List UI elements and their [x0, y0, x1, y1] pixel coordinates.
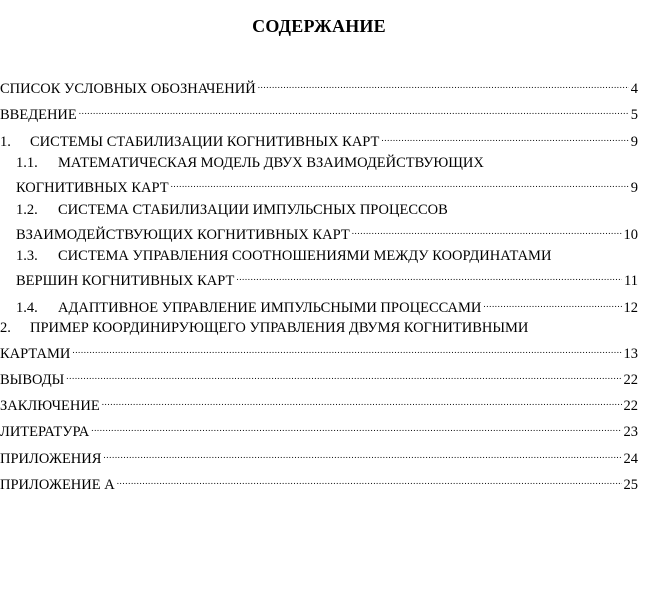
toc-entry-text-cont: ВЕРШИН КОГНИТИВНЫХ КАРТ [16, 273, 235, 289]
toc-entry-chapter-1[interactable] [0, 126, 638, 150]
toc-page-number: 13 [623, 346, 638, 362]
toc-entry-label: СПИСОК УСЛОВНЫХ ОБОЗНАЧЕНИЙ [0, 81, 256, 97]
toc-entry-label [16, 246, 551, 266]
toc-dot-leader [72, 338, 621, 358]
toc-dot-leader [91, 416, 621, 436]
toc-dot-leader [381, 126, 628, 146]
toc-page-number: 4 [630, 81, 638, 97]
toc-page-number: 12 [623, 300, 638, 316]
toc-page-number: 24 [623, 451, 638, 467]
toc-entry-introduction[interactable] [0, 99, 638, 123]
toc-dot-leader [258, 73, 629, 93]
toc-dot-leader [483, 292, 621, 312]
toc-entry-chapter-2-cont[interactable] [0, 338, 638, 362]
toc-entry-section-1-1[interactable] [16, 153, 638, 173]
toc-page-number: 9 [630, 180, 638, 196]
toc-dot-leader [352, 219, 622, 239]
toc-entry-number: 2. [0, 320, 11, 336]
toc-entry-appendices[interactable] [0, 443, 638, 467]
toc-entry-text-cont: КАРТАМИ [0, 346, 71, 362]
toc-entry-label: ЛИТЕРАТУРА [0, 424, 90, 440]
toc-entry-number: 1.4. [16, 300, 38, 316]
toc-entry-abbreviations[interactable] [0, 73, 638, 97]
toc-entry-label [0, 318, 528, 338]
toc-entry-text-cont: ВЗАИМОДЕЙСТВУЮЩИХ КОГНИТИВНЫХ КАРТ [16, 227, 350, 243]
toc-entry-text: МАТЕМАТИЧЕСКАЯ МОДЕЛЬ ДВУХ ВЗАИМОДЕЙСТВУЮЩИХ [58, 155, 484, 171]
toc-entry-text: АДАПТИВНОЕ УПРАВЛЕНИЕ ИМПУЛЬСНЫМИ ПРОЦЕССАМИ [58, 300, 482, 316]
toc-page-number: 10 [623, 227, 638, 243]
toc-entry-label: ПРИЛОЖЕНИЯ [0, 451, 102, 467]
toc-dot-leader [117, 469, 622, 489]
toc-entry-appendix-a[interactable] [0, 469, 638, 493]
toc-entry-section-1-3[interactable] [16, 246, 638, 266]
toc-dot-leader [236, 265, 622, 285]
toc-entry-text: СИСТЕМА СТАБИЛИЗАЦИИ ИМПУЛЬСНЫХ ПРОЦЕССОВ [58, 202, 448, 218]
toc-dot-leader [171, 172, 629, 192]
toc-page-number: 5 [630, 107, 638, 123]
toc-entry-section-1-3-cont[interactable] [16, 265, 638, 289]
toc-page-number: 25 [623, 477, 638, 493]
toc-entry-label: ВВЕДЕНИЕ [0, 107, 77, 123]
toc-page-number: 9 [630, 134, 638, 150]
toc-entry-number: 1.1. [16, 155, 38, 171]
toc-entry-text: СИСТЕМЫ СТАБИЛИЗАЦИИ КОГНИТИВНЫХ КАРТ [30, 134, 380, 150]
toc-entry-chapter-2[interactable] [0, 318, 638, 338]
toc-entry-text: СИСТЕМА УПРАВЛЕНИЯ СООТНОШЕНИЯМИ МЕЖДУ КООРДИНАТАМИ [58, 248, 552, 264]
toc-entry-references[interactable] [0, 416, 638, 440]
toc-entry-label: ПРИЛОЖЕНИЕ А [0, 477, 115, 493]
toc-dot-leader [79, 99, 629, 119]
toc-page-number: 22 [623, 372, 638, 388]
toc-entry-conclusions[interactable] [0, 364, 638, 388]
toc-entry-label: ВЫВОДЫ [0, 372, 65, 388]
toc-entry-section-1-1-cont[interactable] [16, 172, 638, 196]
toc-entry-section-1-2[interactable] [16, 200, 638, 220]
toc-dot-leader [66, 364, 621, 384]
toc-entry-section-1-2-cont[interactable] [16, 219, 638, 243]
toc-page-number: 23 [623, 424, 638, 440]
toc-entry-label [16, 200, 448, 220]
toc-entry-number: 1.3. [16, 248, 38, 264]
toc-page-number: 11 [624, 273, 638, 289]
toc-page-number: 22 [623, 398, 638, 414]
toc-entry-number: 1.2. [16, 202, 38, 218]
toc-entry-section-1-4[interactable] [16, 292, 638, 316]
toc-dot-leader [102, 390, 622, 410]
toc-entry-label [16, 153, 484, 173]
toc-entry-text: ПРИМЕР КООРДИНИРУЮЩЕГО УПРАВЛЕНИЯ ДВУМЯ КОГНИТИВНЫМИ [30, 320, 529, 336]
toc-entry-number: 1. [0, 134, 11, 150]
toc-entry-label: ЗАКЛЮЧЕНИЕ [0, 398, 100, 414]
page-title: СОДЕРЖАНИЕ [252, 16, 386, 36]
toc-entry-label [0, 132, 379, 152]
toc-entry-text-cont: КОГНИТИВНЫХ КАРТ [16, 180, 169, 196]
toc-entry-summary[interactable] [0, 390, 638, 414]
toc-entry-label [16, 298, 481, 318]
toc-dot-leader [103, 443, 621, 463]
